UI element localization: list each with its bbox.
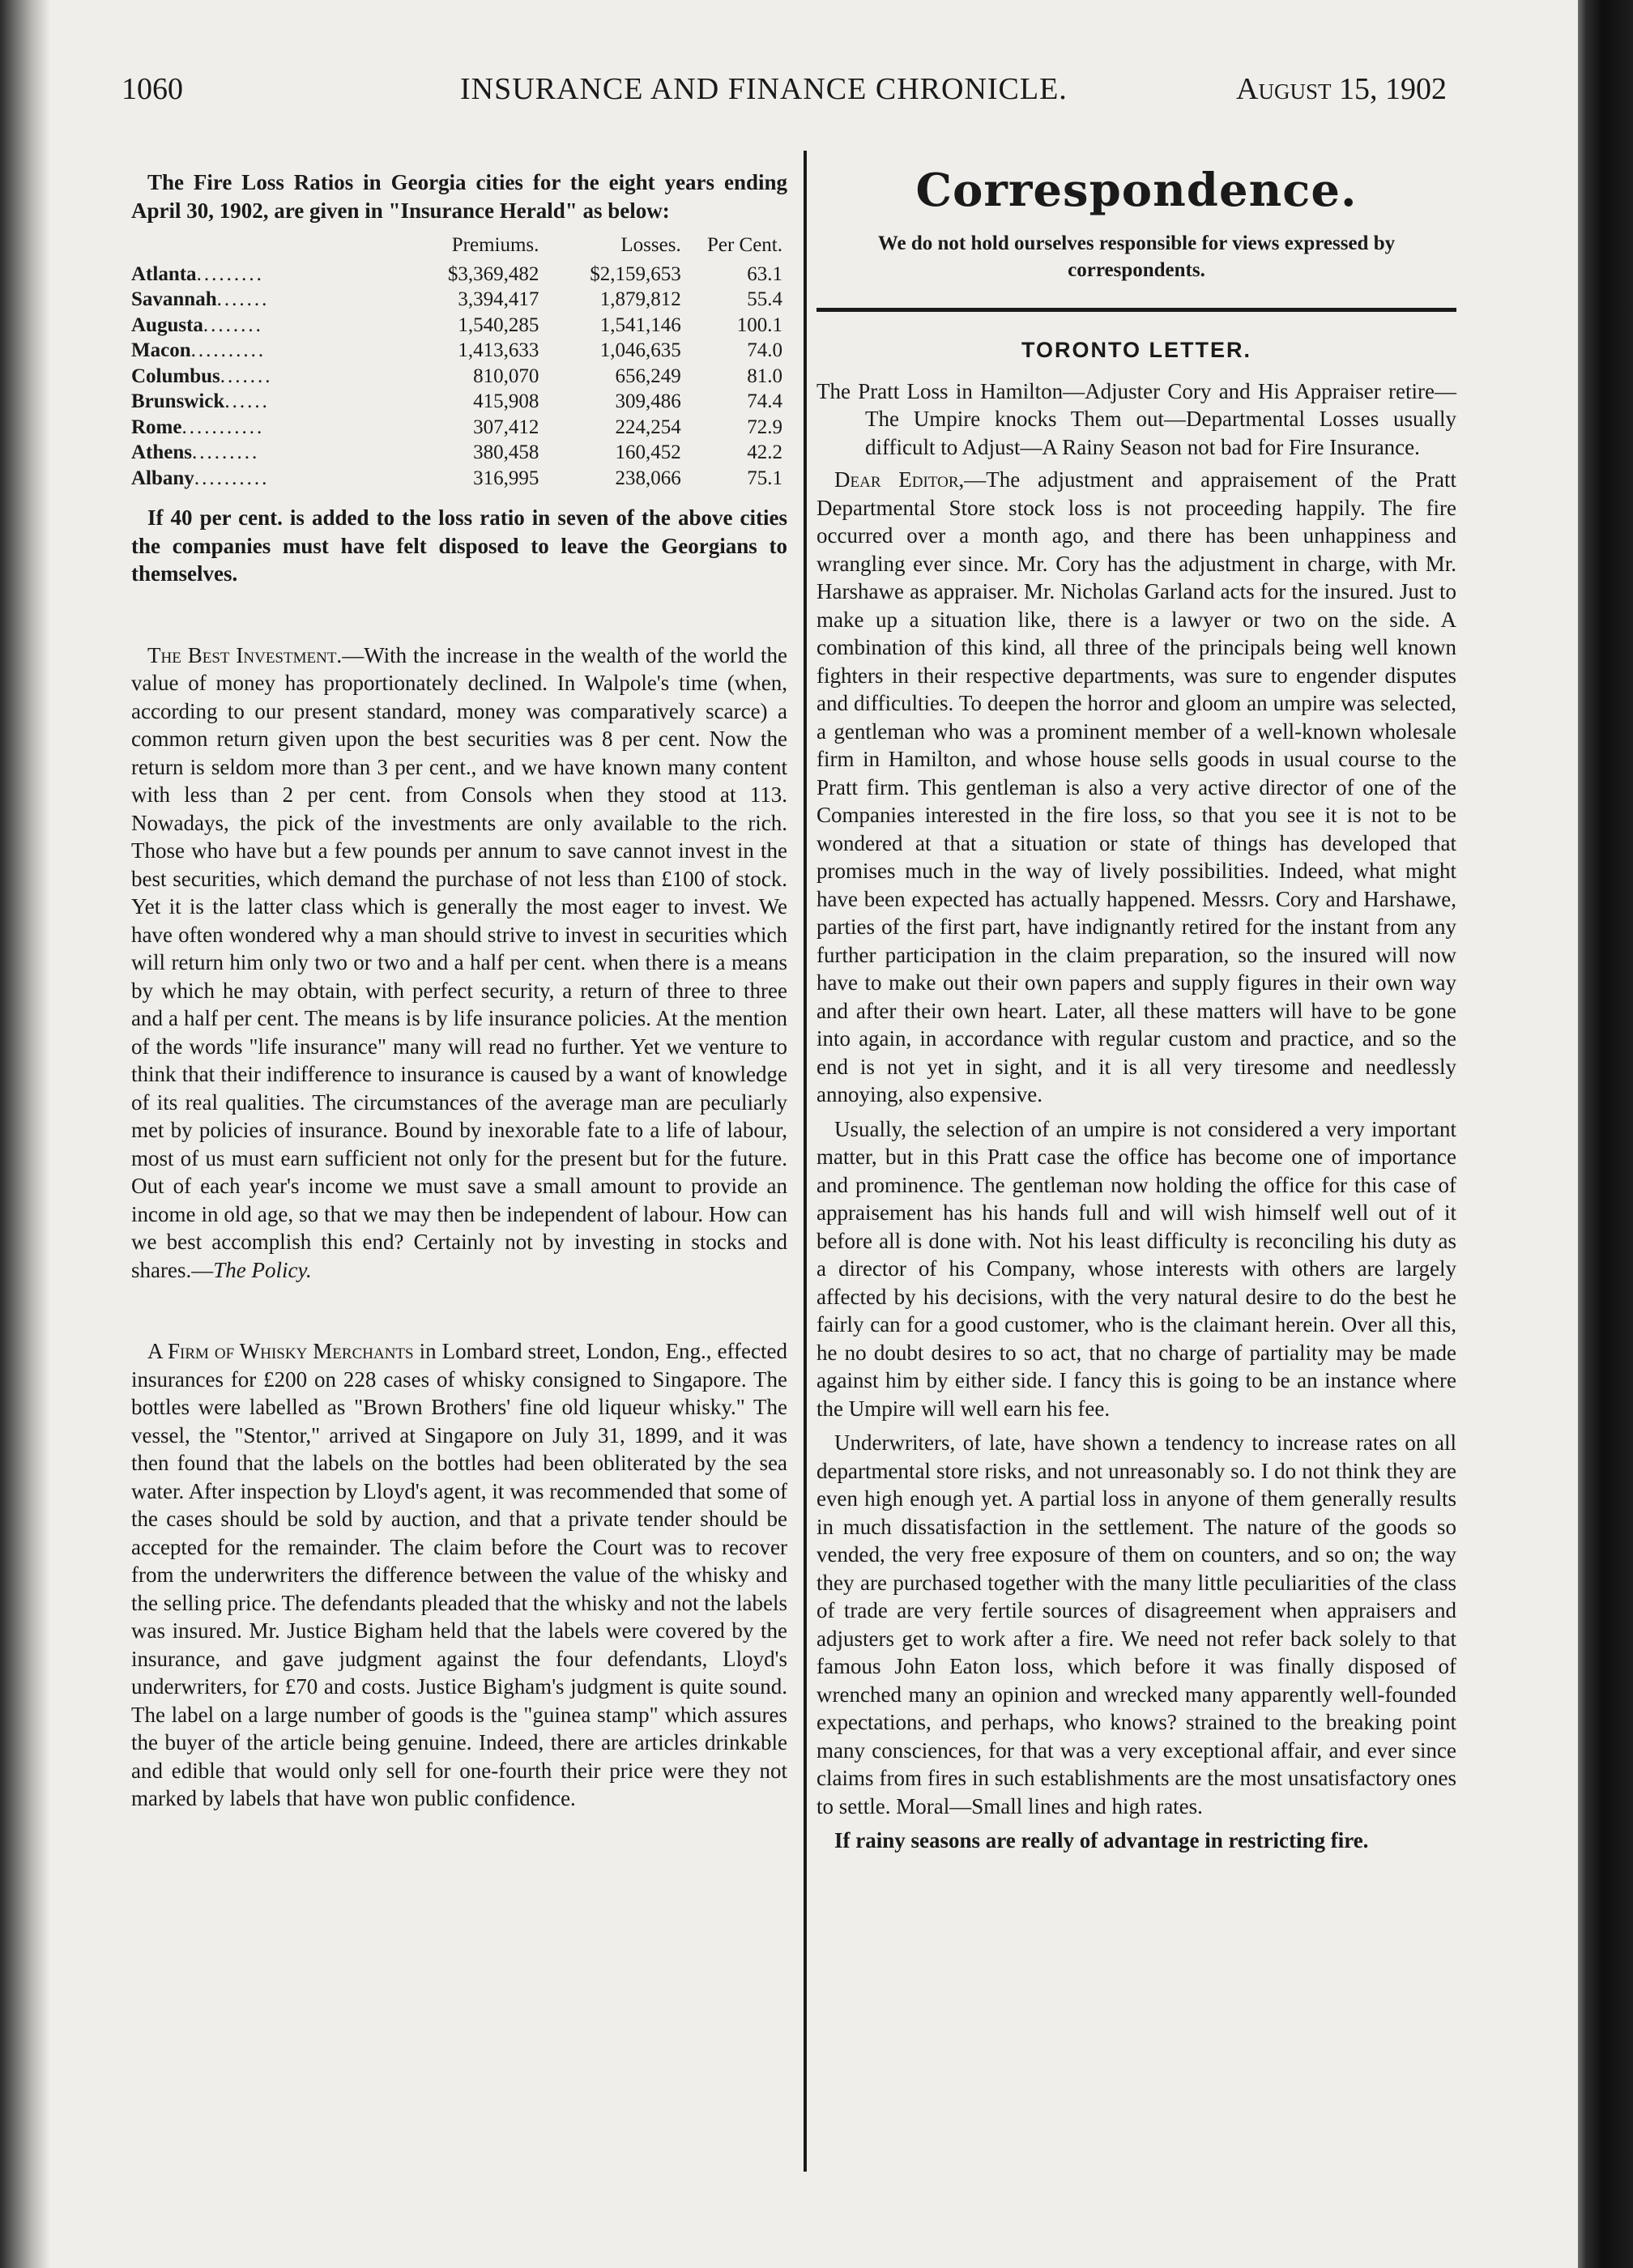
- binding-gutter: [0, 0, 50, 2268]
- whisky-article: [131, 1337, 787, 1813]
- letter-paragraph: Usually, the selection of an umpire is not considered a very important matter, but in this Pratt case the office has become one of importance and prominence. The gentleman now holding the office for this case of appraisement has his hands full and will wish himself well out of it before all is done with. Not his least difficulty is reconciling his duty as a director of his Company, whose interests with others are largely affected by his decisions, with the very natural desire to do the best he fairly can for a good customer, who is the claimant herein. Over all this, he no doubt desires to so act, that no charge of partiality may be made against him by either side. I fancy this is going to be an instance where the Umpire will well earn his fee.: [816, 1116, 1456, 1421]
- table-row: Rome........... 307,412 224,254 72.9: [131, 415, 787, 441]
- city-name: Athens: [131, 441, 193, 463]
- percent-cell: 74.4: [747, 390, 782, 412]
- whisky-body: in Lombard street, London, Eng., effected insurances for £200 on 228 cases of whisky consigned to Singapore. The bottles were labelled as "Brown Brothers' fine old liqueur whisky." The vessel, the "Stentor," arrived at Singapore on July 31, 1899, and it was then found that the labels on the bottles had been obliterated by the sea water. After inspection by Lloyd's agent, it was recommended that some of the cases should be sold by auction, and that a private tender should be accepted for the remainder. The claim before the Court was to recover from the underwriters the difference between the value of the whisky and the selling price. The defendants pleaded that the whisky and not the labels was insured. Mr. Justice Bigham held that the labels were covered by the insurance, and gave judgment against the four defendants, Lloyd's underwriters, for £70 and costs. Justice Bigham's judgment is quite sound. The label on a large number of goods is the "guinea stamp" which assures the buyer of the article being genuine. Indeed, there are articles drinkable and edible that would only sell for one-fourth their price were they not marked by labels that have won public confidence.: [131, 1339, 788, 1810]
- premiums-cell: 1,413,633: [458, 339, 539, 361]
- losses-cell: 238,066: [615, 467, 681, 489]
- whisky-lead: A Firm of Whisky Merchants: [147, 1339, 414, 1363]
- fire-loss-table: [131, 232, 787, 491]
- city-name: Atlanta: [131, 262, 197, 285]
- best-investment-lead: The Best Investment.: [147, 642, 343, 667]
- losses-cell: 656,249: [615, 364, 681, 387]
- city-name: Columbus: [131, 364, 220, 387]
- city-name: Brunswick: [131, 390, 225, 412]
- premiums-cell: 316,995: [473, 467, 539, 489]
- left-column: [131, 168, 787, 1813]
- table-row: Savannah....... 3,394,417 1,879,812 55.4: [131, 287, 787, 313]
- percent-cell: 55.4: [747, 288, 782, 310]
- table-row: Brunswick...... 415,908 309,486 74.4: [131, 389, 787, 415]
- letter-paragraph: [816, 466, 1456, 1109]
- best-investment-body: —With the increase in the wealth of the world the value of money has proportionately declined. In Walpole's time (when, according to our present standard, money was comparatively scarce) a common return given upon the best securities was 8 per cent. Now the return is seldom more than 3 per cent., and we have known many content with less than 2 per cent. from Consols when they stood at 113. Nowadays, the pick of the investments are only available to the rich. Those who have but a few pounds per annum to save cannot invest in the best securities, which demand the purchase of not less than £100 of stock. Yet it is the latter class which is generally the most eager to invest. We have often wondered why a man should strive to invest in securities which will return him only two or two and a half per cent. when there is a means by which he may obtain, with perfect security, a return of three to three and a half per cent. The means is by life insurance policies. At the mention of the words "life insurance" many will read no further. Yet we venture to think that their indifference to insurance is caused by a want of knowledge of its real qualities. The circumstances of the average man are peculiarly met by policies of insurance. Bound by inexorable fate to a life of labour, most of us must earn sufficient not only for the present but for the future. Out of each year's income we must save a small amount to provide an income in old age, so that we may then be independent of labour. How can we best accomplish this end? Certainly not by investing in stocks and shares.—: [131, 642, 787, 1282]
- percent-cell: 63.1: [747, 262, 782, 285]
- table-header-row: [131, 232, 787, 262]
- premiums-cell: 380,458: [473, 441, 539, 463]
- losses-cell: 309,486: [615, 390, 681, 412]
- percent-cell: 100.1: [736, 313, 782, 336]
- city-name: Rome: [131, 416, 182, 438]
- losses-cell: 1,046,635: [599, 339, 681, 361]
- adjacent-page-edge: [1578, 0, 1633, 2268]
- right-column: [816, 162, 1456, 1855]
- table-header-percent: Per Cent.: [706, 234, 782, 256]
- premiums-cell: $3,369,482: [447, 262, 539, 285]
- city-name: Savannah: [131, 288, 217, 310]
- table-header-city: [131, 232, 402, 262]
- table-row: Albany.......... 316,995 238,066 75.1: [131, 466, 787, 492]
- fire-loss-intro: The Fire Loss Ratios in Georgia cities for the eight years ending April 30, 1902, are given in "Insurance Herald" as below:: [131, 170, 787, 223]
- city-name: Augusta: [131, 313, 203, 336]
- salutation: Dear Editor,: [834, 467, 965, 492]
- table-row: Columbus....... 810,070 656,249 81.0: [131, 364, 787, 390]
- editorial-disclaimer: We do not hold ourselves responsible for views expressed by correspondents.: [877, 232, 1396, 281]
- losses-cell: 1,879,812: [599, 288, 681, 310]
- premiums-cell: 3,394,417: [458, 288, 539, 310]
- best-investment-attribution: The Policy.: [213, 1257, 312, 1282]
- table-row: Augusta........ 1,540,285 1,541,146 100.1: [131, 313, 787, 339]
- issue-date: August 15, 1902: [1236, 72, 1447, 106]
- section-rule: [816, 308, 1456, 312]
- paragraph-text: —The adjustment and appraisement of the Pratt Departmental Store stock loss is not proceeding happily. The fire occurred over a month ago, and there has been unhappiness and wrangling ever since. Mr. Cory has the adjustment in charge, with Mr. Harshawe as appraiser. Mr. Nicholas Garland acts for the insured. Just to make up a situation like, there is a lawyer or two on the side. A combination of this kind, all three of the principals being well known fighters in their respective departments, was sure to engender disputes and difficulties. To deepen the horror and gloom an umpire was selected, a gentleman who was a prominent member of a well-known wholesale firm in Hamilton, and whose house sells goods in usual course to the Pratt firm. This gentleman is also a very active director of one of the Companies interested in the fire loss, so that you see it is not to be wondered at that a situation or state of things has developed that promises much in the way of lively possibilities. Indeed, what might have been expected has actually happened. Messrs. Cory and Harshawe, parties of the first part, have indignantly retired for the instant from any further participation in the claim preparation, so the insured will now have to make out their own papers and supply figures in their own way and after their own heart. Later, all these matters will have to be gone into again, in accordance with regular custom and practice, and so the end is not yet in sight, and it is all very tiresome and needlessly annoying, also expensive.: [816, 467, 1456, 1106]
- percent-cell: 74.0: [747, 339, 782, 361]
- column-divider: [804, 151, 807, 2172]
- losses-cell: 1,541,146: [599, 313, 681, 336]
- losses-cell: $2,159,653: [590, 262, 681, 285]
- table-row: Macon.......... 1,413,633 1,046,635 74.0: [131, 338, 787, 364]
- letter-paragraph: Underwriters, of late, have shown a tendency to increase rates on all departmental store risks, and not unreasonably so. I do not think they are even high enough yet. A partial loss in anyone of them generally results in much dissatisfaction in the settlement. The nature of the goods so vended, the very free exposure of them on counters, and so on; the way they are purchased together with the many little peculiarities of the class of trade are very fertile sources of disagreement when appraisers and adjusters get to work after a fire. We need not refer back solely to that famous John Eaton loss, which before it was finally disposed of wrenched many an opinion and wrecked many apparently well-founded expectations, and perhaps, who knows? strained to the breaking point many consciences, for that was a very exceptional affair, and ever since claims from fires in such establishments are the most unsatisfactory ones to settle. Moral—Small lines and high rates.: [816, 1430, 1456, 1818]
- section-title: Correspondence.: [915, 164, 1358, 217]
- percent-cell: 42.2: [747, 441, 782, 463]
- percent-cell: 72.9: [747, 416, 782, 438]
- city-name: Albany: [131, 467, 194, 489]
- table-header-premiums: Premiums.: [451, 234, 539, 256]
- premiums-cell: 1,540,285: [458, 313, 539, 336]
- losses-cell: 224,254: [615, 416, 681, 438]
- table-row: Athens......... 380,458 160,452 42.2: [131, 440, 787, 466]
- fire-loss-closing: If 40 per cent. is added to the loss ratio in seven of the above cities the companies must have felt disposed to leave the Georgians to themselves.: [131, 505, 787, 586]
- journal-title: INSURANCE AND FINANCE CHRONICLE.: [460, 72, 1068, 106]
- premiums-cell: 415,908: [473, 390, 539, 412]
- table-row: Atlanta......... $3,369,482 $2,159,653 63.1: [131, 262, 787, 288]
- table-header-losses: Losses.: [620, 234, 681, 256]
- percent-cell: 75.1: [747, 467, 782, 489]
- premiums-cell: 810,070: [473, 364, 539, 387]
- page-number: 1060: [122, 72, 183, 106]
- city-name: Macon: [131, 339, 191, 361]
- percent-cell: 81.0: [747, 364, 782, 387]
- page-header: [122, 71, 1458, 120]
- letter-subtitle: The Pratt Loss in Hamilton—Adjuster Cory and His Appraiser retire—The Umpire knocks Them out—Departmental Losses usually difficult to Adjust—A Rainy Season not bad for Fire Insurance.: [816, 378, 1456, 459]
- losses-cell: 160,452: [615, 441, 681, 463]
- letter-paragraph: If rainy seasons are really of advantage in restricting fire.: [834, 1828, 1369, 1852]
- letter-title: TORONTO LETTER.: [1021, 338, 1251, 362]
- premiums-cell: 307,412: [473, 416, 539, 438]
- best-investment-article: [131, 642, 787, 1285]
